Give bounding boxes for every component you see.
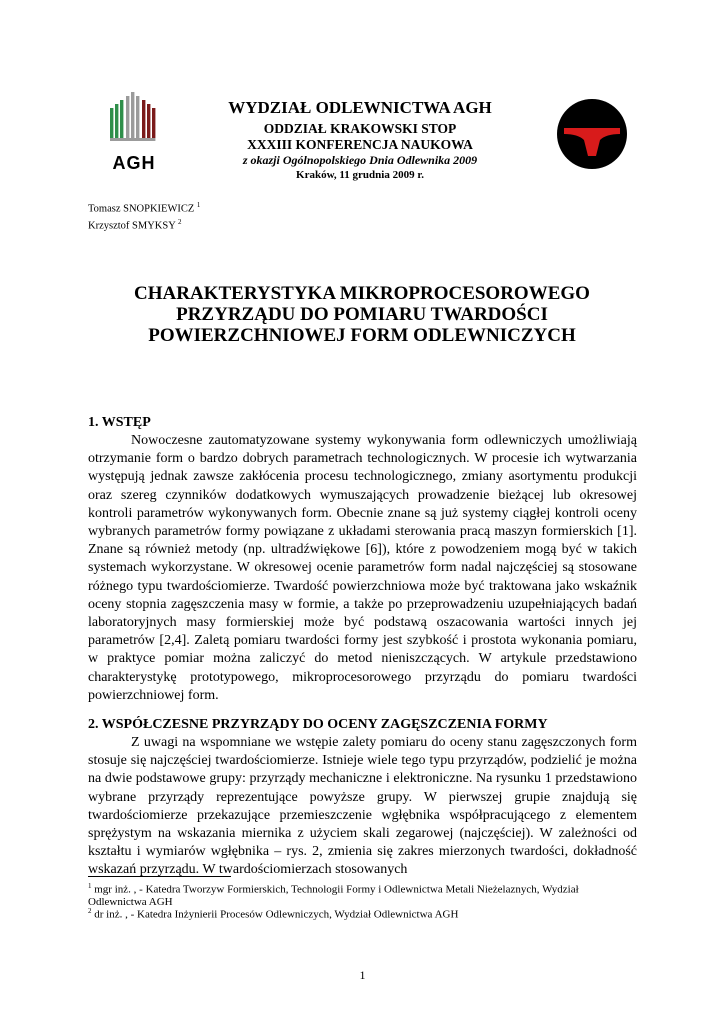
- footnote-separator: [88, 876, 231, 877]
- section-1-paragraph: Nowoczesne zautomatyzowane systemy wykonywania form odlewniczych umożliwiają otrzymanie form o bardzo dobrych parametrach technologicznych. W procesie ich wytwarzania występują jednak zawsze zakłócenia procesu technologicznego, zmiany asortymentu produkcji oraz szereg czynników dodatkowych wymuszających prowadzenie bieżącej lub okresowej kontroli parametrów wykonywanych form. Obecnie znane są już systemy ciągłej kontroli oceny wybranych parametrów formy powiązane z układami sterowania pracą maszyn formierskich [1]. Znane są również metody (np. ultradźwiękowe [6]), które z powodzeniem mogą być w takich systemach wykorzystane. W okresowej ocenie parametrów form nadal najczęściej są stosowane różnego typu twardościomierze. Twardość powierzchniowa może być traktowana jako wskaźnik oceny stopnia zagęszczenia masy w formie, a także po przeprowadzeniu uzupełniających badań laboratoryjnych masy formierskiej może być podstawą oszacowania wartości innych jej parametrów [2,4]. Zaletą pomiaru twardości formy jest szybkość i prostota wykonania pomiaru, w praktyce pomiar można zaliczyć do metod nieniszczących. W artykule przedstawiono charakterystykę prototypowego, mikroprocesorowego przyrządu do pomiaru twardości powierzchniowej form.: [88, 433, 637, 703]
- agh-logo-bar: [115, 104, 118, 138]
- agh-logo-text: AGH: [112, 153, 156, 172]
- section-2-paragraph: Z uwagi na wspomniane we wstępie zalety pomiaru do oceny stanu zagęszczonych form stosuje się najczęściej twardościomierze. Istnieje wiele tego typu przyrządów, podzielić je można na dwie podstawowe grupy: przyrządy mechaniczne i elektroniczne. Na rysunku 1 przedstawiono wybrane przyrządy reprezentujące powyższe grupy. W pierwszej grupie znajdują się twardościomierze przekazujące przemieszczenie wgłębnika współpracującego z elementem sprężystym na wskazania miernika z użyciem skali zegarowej (najczęściej). W zależności od kształtu i wymiarów wgłębnika – rys. 2, zmienia się zakres mierzonych twardości, dokładność wskazań przyrządu. W twardościomierzach stosowanych: [88, 735, 637, 878]
- agh-logo-bar: [147, 104, 150, 138]
- title-line-3: POWIERZCHNIOWEJ FORM ODLEWNICZYCH: [148, 325, 576, 346]
- conference-name: XXXIII KONFERENCJA NAUKOWA: [247, 137, 473, 152]
- title-line-2: PRZYRZĄDU DO POMIARU TWARDOŚCI: [176, 304, 548, 325]
- stop-logo: [556, 98, 628, 170]
- author-list: [88, 199, 200, 232]
- conference-occasion: z okazji Ogólnopolskiego Dnia Odlewnika 2009: [242, 153, 478, 167]
- agh-logo-bar: [131, 92, 134, 138]
- paper-title: [88, 283, 636, 346]
- title-line-1: CHARAKTERYSTYKA MIKROPROCESOROWEGO: [134, 283, 590, 304]
- footnote-1: $^1$ mgr inż. , - Katedra Tworzyw Formierskich, Technologii Formy i Odlewnictwa Metali Nieżelaznych, Wydział Odlewnictwa AGH: [88, 882, 579, 909]
- conference-date: Kraków, 11 grudnia 2009 r.: [296, 169, 424, 181]
- agh-logo-bar: [110, 108, 113, 138]
- agh-logo-bar: [152, 108, 155, 138]
- agh-logo-bar: [126, 96, 129, 138]
- agh-logo: [104, 86, 164, 172]
- footnote-2: $^2$ dr inż. , - Katedra Inżynierii Procesów Odlewniczych, Wydział Odlewnictwa AGH: [88, 907, 459, 921]
- section-1-heading: 1. WSTĘP: [88, 415, 151, 430]
- agh-logo-bar: [136, 96, 139, 138]
- author-1: Tomasz SNOPKIEWICZ $^1$: [88, 201, 201, 215]
- faculty-name: WYDZIAŁ ODLEWNICTWA AGH: [228, 98, 492, 117]
- agh-logo-base: [110, 138, 155, 141]
- section-2-heading: 2. WSPÓŁCZESNE PRZYRZĄDY DO OCENY ZAGĘSZCZENIA FORMY: [88, 717, 548, 732]
- author-2: Krzysztof SMYKSY $^2$: [88, 217, 182, 231]
- agh-logo-bar: [120, 100, 123, 138]
- agh-logo-bar: [142, 100, 145, 138]
- page-number: 1: [359, 968, 366, 982]
- branch-name: ODDZIAŁ KRAKOWSKI STOP: [263, 121, 457, 136]
